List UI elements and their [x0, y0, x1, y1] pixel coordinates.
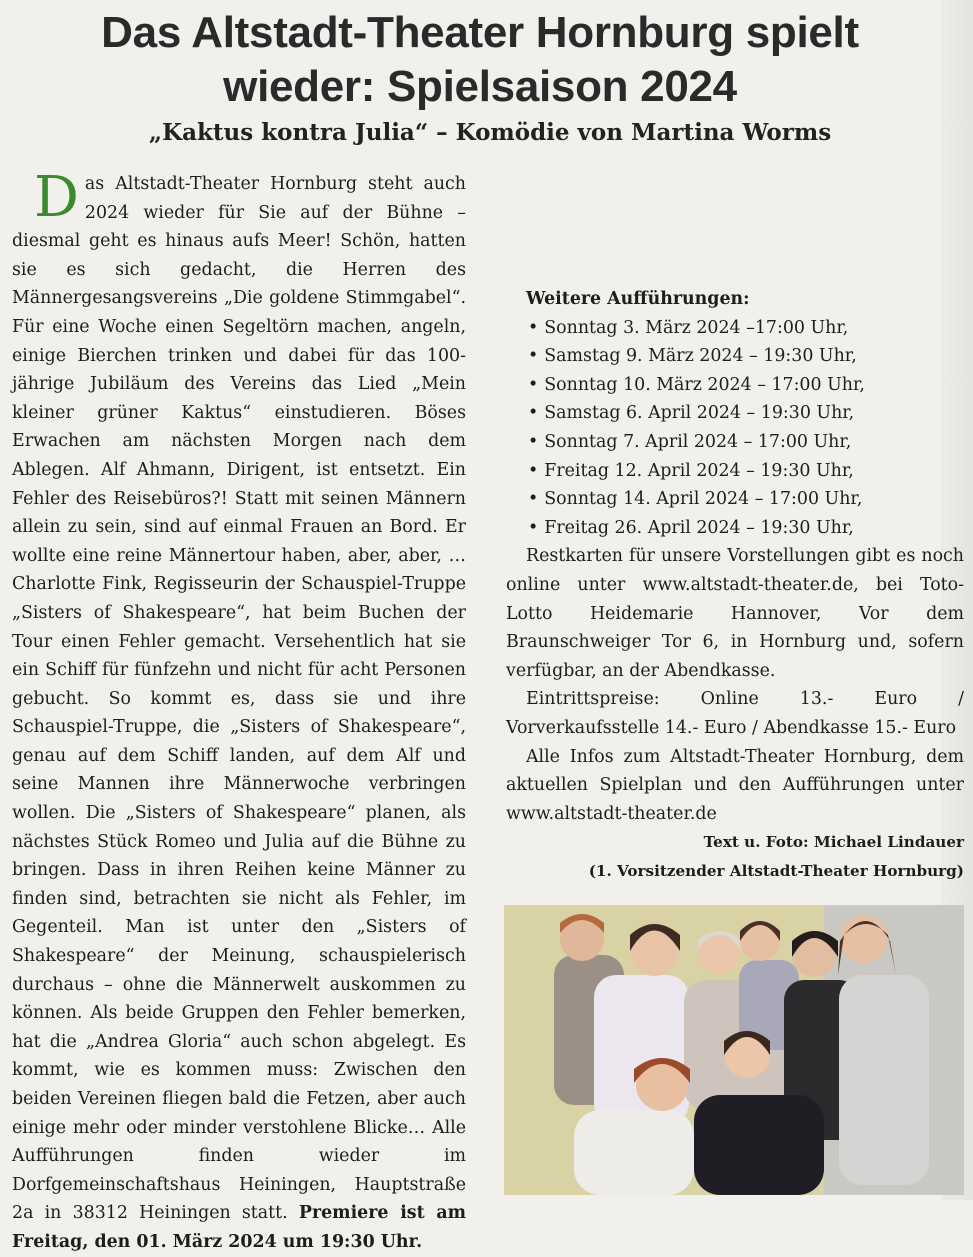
- show-date-item: • Sonntag 10. März 2024 – 17:00 Uhr,: [528, 371, 964, 400]
- show-date-item: • Sonntag 14. April 2024 – 17:00 Uhr,: [528, 485, 964, 514]
- article-column-left: [12, 165, 467, 1257]
- ensemble-photo: [504, 905, 964, 1195]
- show-date-item: • Samstag 9. März 2024 – 19:30 Uhr,: [528, 342, 964, 371]
- article-title: [30, 6, 930, 114]
- more-shows-heading: Weitere Aufführungen:: [526, 289, 750, 309]
- credit-line-1: Text u. Foto: Michael Lindauer: [703, 833, 964, 852]
- show-date-item: • Freitag 12. April 2024 – 19:30 Uhr,: [528, 457, 964, 486]
- premiere-text: Premiere ist am Freitag, den 01. März 2024 um 19:30 Uhr.: [12, 1203, 467, 1252]
- body-paragraph: [12, 165, 467, 1257]
- prices-text: Eintrittspreise: Online 13.- Euro / Vorverkaufsstelle 14.- Euro / Abendkasse 15.- Euro: [506, 689, 964, 738]
- tickets-text: Restkarten für unsere Vorstellungen gibt es noch online unter www.altstadt-theater.de, bei Toto-Lotto Heidemarie Hannover, Vor dem Braunschweiger Tor 6, in Hornburg und, sofern verfügbar, an der Abendkasse.: [506, 546, 964, 681]
- show-date-item: • Sonntag 3. März 2024 –17:00 Uhr,: [528, 314, 964, 343]
- show-dates-list: [506, 314, 964, 543]
- show-date-item: • Sonntag 7. April 2024 – 17:00 Uhr,: [528, 428, 964, 457]
- article-subtitle: „Kaktus kontra Julia“ – Komödie von Martina Worms: [148, 119, 832, 146]
- article-column-right: [506, 170, 964, 885]
- column-continuation-space: [506, 170, 964, 285]
- title-line-2: wieder: Spielsaison 2024: [223, 62, 737, 111]
- show-date-item: • Freitag 26. April 2024 – 19:30 Uhr,: [528, 514, 964, 543]
- title-line-1: Das Altstadt-Theater Hornburg spielt: [101, 8, 859, 57]
- credit-line-2: (1. Vorsitzender Altstadt-Theater Hornburg): [588, 861, 964, 880]
- show-date-item: • Samstag 6. April 2024 – 19:30 Uhr,: [528, 399, 964, 428]
- body-text: as Altstadt-Theater Hornburg steht auch 2024 wieder für Sie auf der Bühne – diesmal geht es hinaus aufs Meer! Schön, hatten sie es sich gedacht, die Herren des Männergesangsvereins „Die goldene Stimmgabel“. Für eine Woche einen Segeltörn machen, angeln, einige Bierchen trinken und dabei für das 100-jährige Jubiläum des Vereins das Lied „Mein kleiner grüner Kaktus“ einstudieren. Böses Erwachen am nächsten Morgen nach dem Ablegen. Alf Ahmann, Dirigent, ist entsetzt. Ein Fehler des Reisebüros?! Statt mit seinen Männern allein zu sein, sind auf einmal Frauen an Bord. Er wollte eine reine Männertour haben, aber, aber, … Charlotte Fink, Regisseurin der Schauspiel-Truppe „Sisters of Shakespeare“, hat beim Buchen der Tour einen Fehler gemacht. Versehentlich hat sie ein Schiff für fünfzehn und nicht für acht Personen gebucht. So kommt es, dass sie und ihre Schauspiel-Truppe, die „Sisters of Shakespeare“, genau auf dem Schiff landen, auf dem Alf und seine Mannen ihre Männerwoche verbringen wollen. Die „Sisters of Shakespeare“ planen, als nächstes Stück Romeo und Julia auf die Bühne zu bringen. Dass in ihren Reihen keine Männer zu finden sind, betrachten sie nicht als Fehler, im Gegenteil. Man ist unter den „Sisters of Shakespeare“ der Meinung, schauspielerisch durchaus – ohne die Männerwelt auskommen zu können. Als beide Gruppen den Fehler bemerken, hat die „Andrea Gloria“ auch schon abgelegt. Es kommt, wie es kommen muss: Zwischen den beiden Vereinen fliegen bald die Fetzen, aber auch einige mehr oder minder verstohlene Blicke… Alle Aufführungen finden wieder im Dorfgemeinschaftshaus Heiningen, Hauptstraße 2a in 38312 Heiningen statt.: [12, 174, 466, 1224]
- ensemble-photo-illustration: [504, 905, 964, 1195]
- drop-cap: D: [34, 165, 79, 230]
- info-text: Alle Infos zum Altstadt-Theater Hornburg, dem aktuellen Spielplan und den Aufführungen unter www.altstadt-theater.de: [506, 746, 964, 824]
